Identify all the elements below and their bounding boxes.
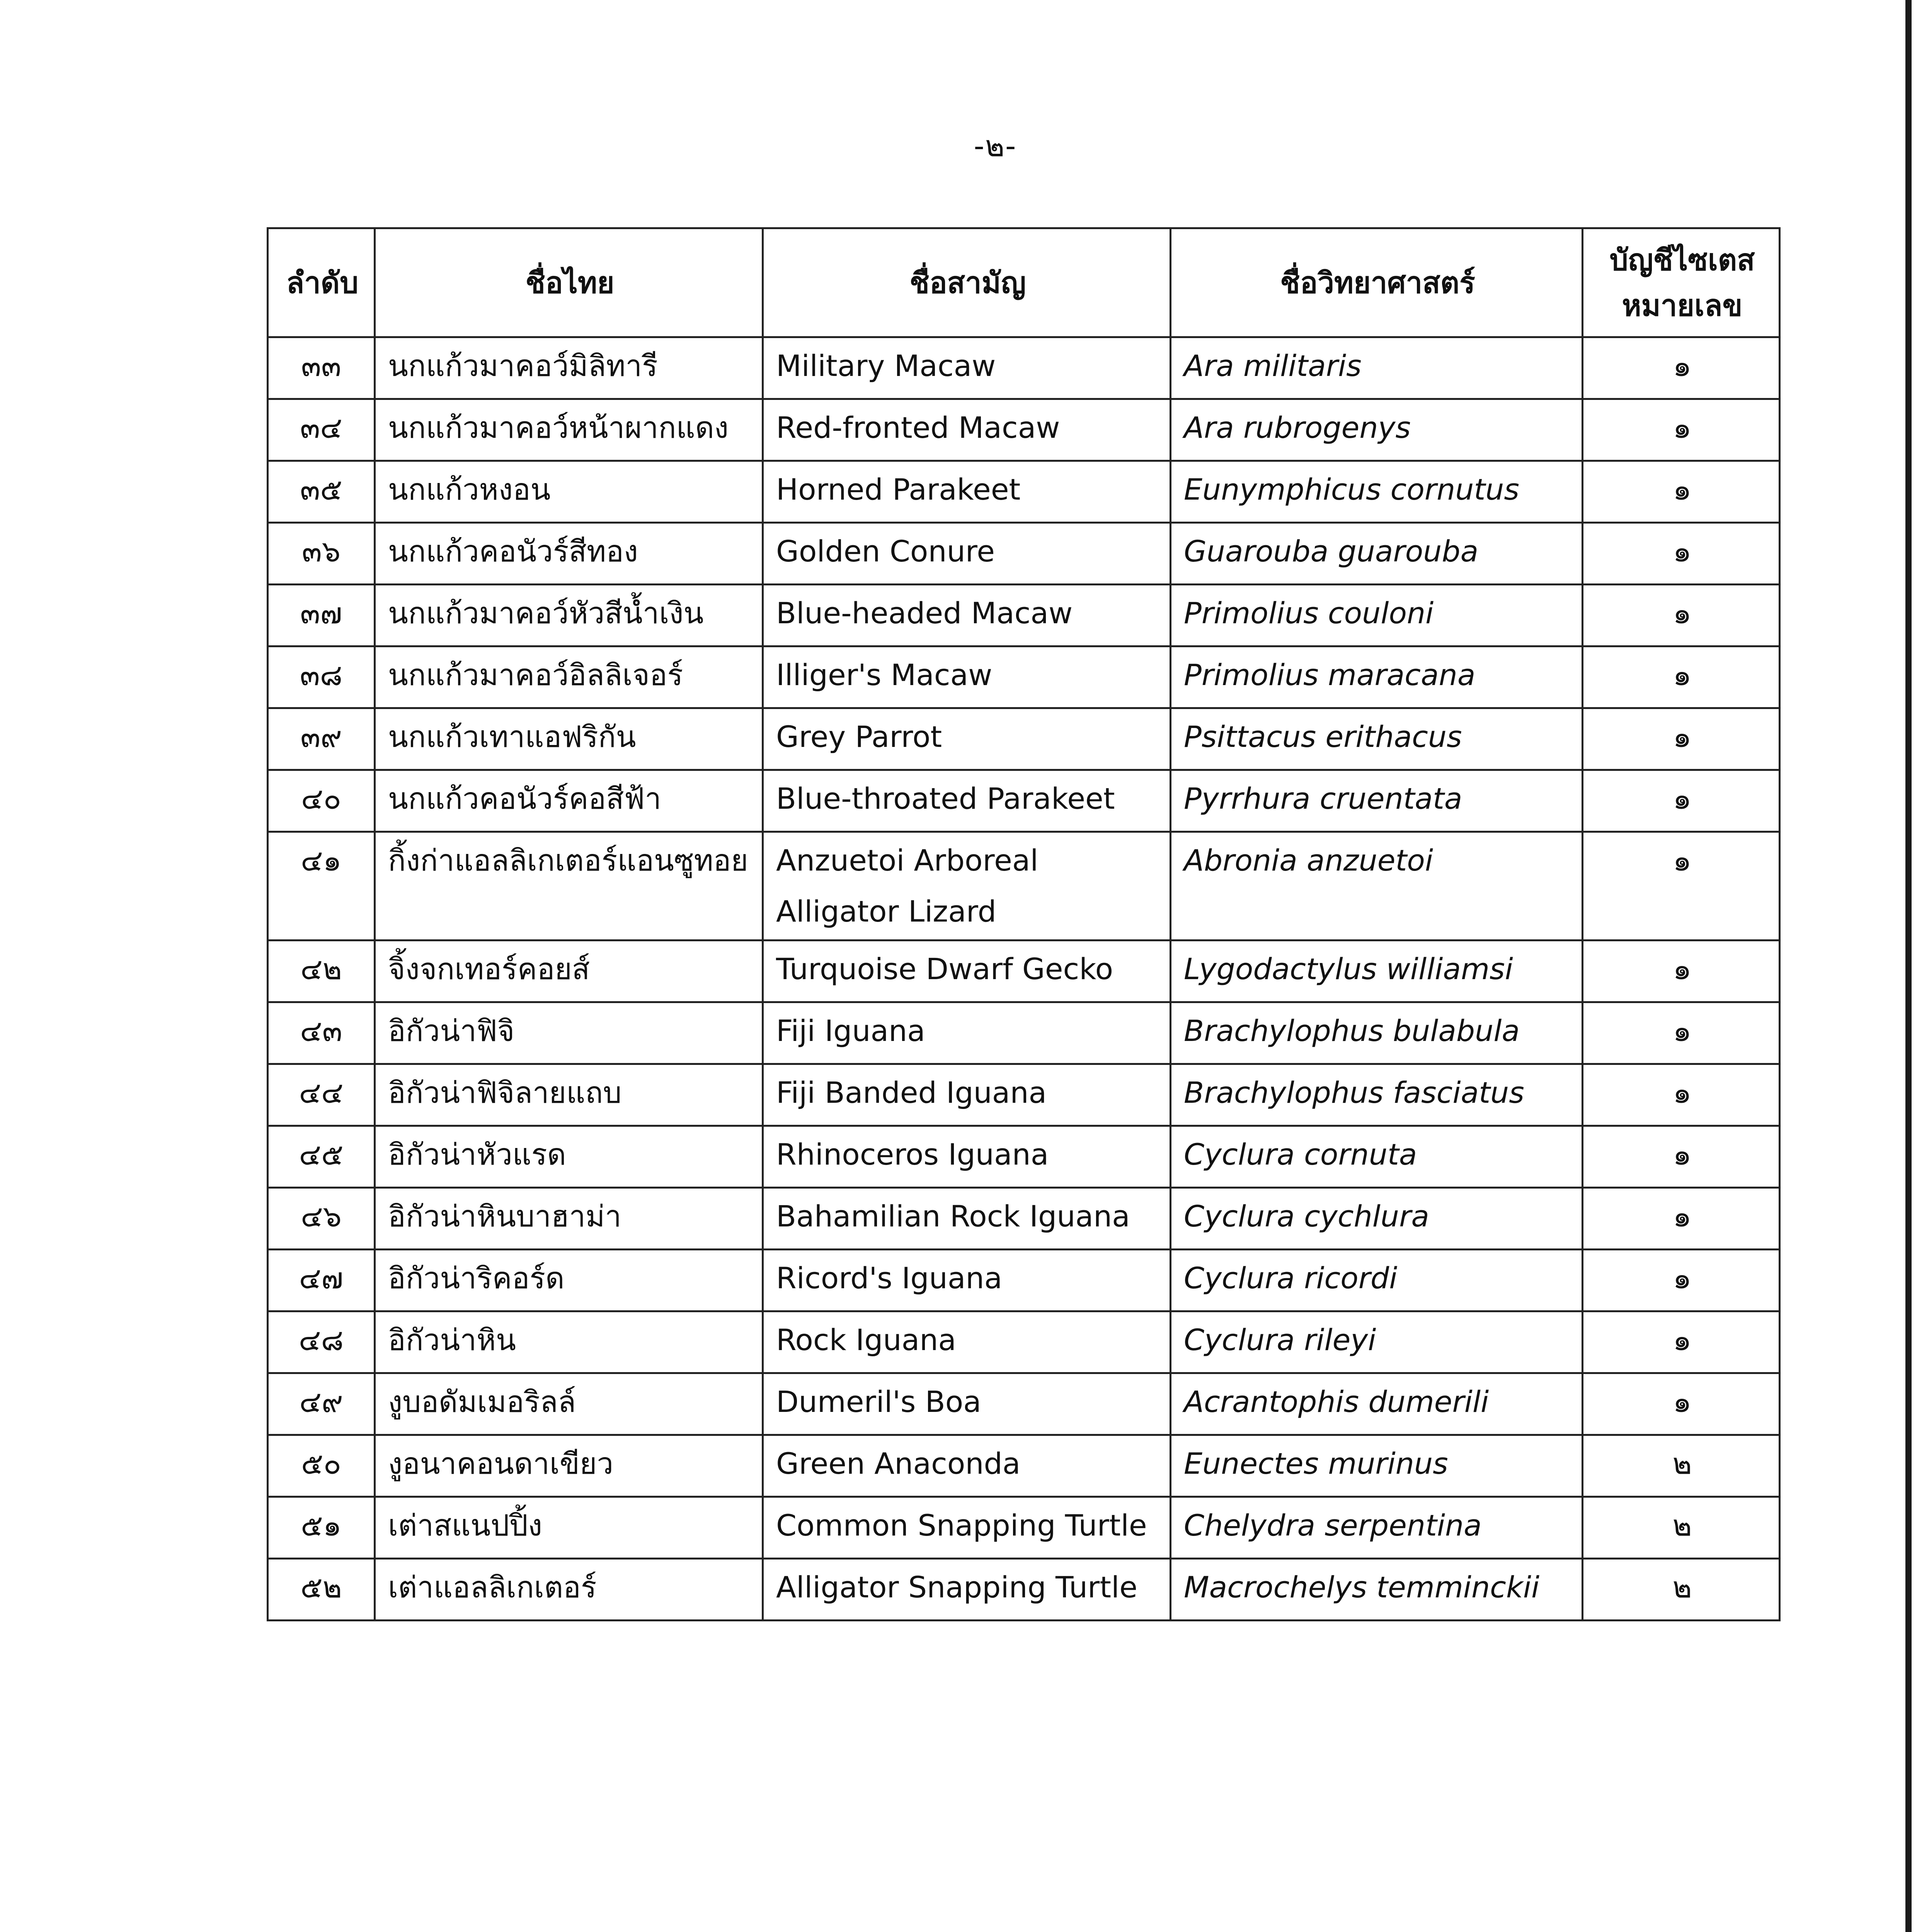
cell-no: ๔๙ bbox=[268, 1373, 375, 1435]
table-row bbox=[268, 399, 1780, 461]
cell-common-name: Red-fronted Macaw bbox=[763, 399, 1171, 461]
cell-no: ๓๘ bbox=[268, 646, 375, 708]
header-cites-appendix-line2: หมายเลข bbox=[1622, 288, 1743, 323]
table-row bbox=[268, 1064, 1780, 1126]
cell-cites-appendix: ๑ bbox=[1583, 1126, 1780, 1188]
cell-common-name: Bahamilian Rock Iguana bbox=[763, 1188, 1171, 1250]
species-table bbox=[267, 227, 1781, 1621]
cell-thai-name: นกแก้วมาคอว์อิลลิเจอร์ bbox=[375, 646, 763, 708]
scan-edge-shadow bbox=[1905, 0, 1912, 1932]
table-row bbox=[268, 1373, 1780, 1435]
cell-thai-name: นกแก้วมาคอว์หัวสีน้ำเงิน bbox=[375, 585, 763, 646]
table-header-row bbox=[268, 228, 1780, 337]
cell-cites-appendix: ๑ bbox=[1583, 1002, 1780, 1064]
table-row bbox=[268, 1250, 1780, 1311]
cell-no: ๔๗ bbox=[268, 1250, 375, 1311]
cell-thai-name: อิกัวน่าหินบาฮาม่า bbox=[375, 1188, 763, 1250]
table-row bbox=[268, 337, 1780, 399]
cell-cites-appendix: ๑ bbox=[1583, 1373, 1780, 1435]
cell-thai-name: นกแก้วหงอน bbox=[375, 461, 763, 523]
cell-no: ๔๔ bbox=[268, 1064, 375, 1126]
cell-thai-name: อิกัวน่าหัวแรด bbox=[375, 1126, 763, 1188]
cell-thai-name: งูบอดัมเมอริลล์ bbox=[375, 1373, 763, 1435]
cell-scientific-name: Pyrrhura cruentata bbox=[1171, 770, 1583, 832]
cell-scientific-name: Ara militaris bbox=[1171, 337, 1583, 399]
header-cites-appendix bbox=[1583, 228, 1780, 337]
cell-cites-appendix: ๑ bbox=[1583, 523, 1780, 585]
table-row bbox=[268, 1311, 1780, 1373]
table-row bbox=[268, 1188, 1780, 1250]
cell-scientific-name: Lygodactylus williamsi bbox=[1171, 940, 1583, 1002]
cell-cites-appendix: ๑ bbox=[1583, 399, 1780, 461]
cell-thai-name: นกแก้วเทาแอฟริกัน bbox=[375, 708, 763, 770]
cell-common-name: Blue-throated Parakeet bbox=[763, 770, 1171, 832]
cell-common-name: Anzuetoi Arboreal Alligator Lizard bbox=[763, 832, 1171, 940]
cell-thai-name: นกแก้วคอนัวร์สีทอง bbox=[375, 523, 763, 585]
cell-thai-name: อิกัวน่าฟิจิลายแถบ bbox=[375, 1064, 763, 1126]
cell-common-name: Dumeril's Boa bbox=[763, 1373, 1171, 1435]
cell-cites-appendix: ๒ bbox=[1583, 1497, 1780, 1559]
table-row bbox=[268, 1559, 1780, 1621]
cell-scientific-name: Brachylophus bulabula bbox=[1171, 1002, 1583, 1064]
table-row bbox=[268, 1435, 1780, 1497]
cell-cites-appendix: ๑ bbox=[1583, 940, 1780, 1002]
cell-cites-appendix: ๑ bbox=[1583, 832, 1780, 940]
table-row bbox=[268, 523, 1780, 585]
cell-thai-name: งูอนาคอนดาเขียว bbox=[375, 1435, 763, 1497]
cell-scientific-name: Psittacus erithacus bbox=[1171, 708, 1583, 770]
cell-no: ๕๒ bbox=[268, 1559, 375, 1621]
cell-thai-name: อิกัวน่าริคอร์ด bbox=[375, 1250, 763, 1311]
cell-scientific-name: Eunectes murinus bbox=[1171, 1435, 1583, 1497]
cell-scientific-name: Cyclura cychlura bbox=[1171, 1188, 1583, 1250]
cell-no: ๓๖ bbox=[268, 523, 375, 585]
cell-common-name: Ricord's Iguana bbox=[763, 1250, 1171, 1311]
table-row bbox=[268, 585, 1780, 646]
cell-no: ๔๖ bbox=[268, 1188, 375, 1250]
cell-no: ๓๓ bbox=[268, 337, 375, 399]
cell-thai-name: เต่าแอลลิเกเตอร์ bbox=[375, 1559, 763, 1621]
cell-common-name: Turquoise Dwarf Gecko bbox=[763, 940, 1171, 1002]
cell-scientific-name: Primolius maracana bbox=[1171, 646, 1583, 708]
cell-cites-appendix: ๑ bbox=[1583, 1250, 1780, 1311]
table-row bbox=[268, 770, 1780, 832]
cell-scientific-name: Primolius couloni bbox=[1171, 585, 1583, 646]
cell-thai-name: อิกัวน่าฟิจิ bbox=[375, 1002, 763, 1064]
cell-cites-appendix: ๑ bbox=[1583, 585, 1780, 646]
cell-no: ๔๒ bbox=[268, 940, 375, 1002]
cell-common-name: Grey Parrot bbox=[763, 708, 1171, 770]
cell-cites-appendix: ๑ bbox=[1583, 337, 1780, 399]
cell-cites-appendix: ๑ bbox=[1583, 1188, 1780, 1250]
header-common-name: ชื่อสามัญ bbox=[763, 228, 1171, 337]
cell-scientific-name: Abronia anzuetoi bbox=[1171, 832, 1583, 940]
cell-common-name: Green Anaconda bbox=[763, 1435, 1171, 1497]
cell-cites-appendix: ๑ bbox=[1583, 1311, 1780, 1373]
table-row bbox=[268, 1497, 1780, 1559]
cell-cites-appendix: ๑ bbox=[1583, 708, 1780, 770]
cell-scientific-name: Brachylophus fasciatus bbox=[1171, 1064, 1583, 1126]
header-cites-appendix-line1: บัญชีไซเตส bbox=[1609, 242, 1755, 277]
cell-scientific-name: Cyclura cornuta bbox=[1171, 1126, 1583, 1188]
cell-common-name: Horned Parakeet bbox=[763, 461, 1171, 523]
cell-no: ๔๕ bbox=[268, 1126, 375, 1188]
cell-common-name: Common Snapping Turtle bbox=[763, 1497, 1171, 1559]
cell-common-name: Blue-headed Macaw bbox=[763, 585, 1171, 646]
cell-no: ๔๑ bbox=[268, 832, 375, 940]
cell-scientific-name: Eunymphicus cornutus bbox=[1171, 461, 1583, 523]
cell-thai-name: นกแก้วคอนัวร์คอสีฟ้า bbox=[375, 770, 763, 832]
cell-scientific-name: Ara rubrogenys bbox=[1171, 399, 1583, 461]
cell-no: ๔๓ bbox=[268, 1002, 375, 1064]
cell-scientific-name: Macrochelys temminckii bbox=[1171, 1559, 1583, 1621]
table-row bbox=[268, 708, 1780, 770]
cell-thai-name: อิกัวน่าหิน bbox=[375, 1311, 763, 1373]
header-scientific-name: ชื่อวิทยาศาสตร์ bbox=[1171, 228, 1583, 337]
cell-scientific-name: Acrantophis dumerili bbox=[1171, 1373, 1583, 1435]
table-row bbox=[268, 940, 1780, 1002]
cell-common-name: Alligator Snapping Turtle bbox=[763, 1559, 1171, 1621]
cell-common-name: Golden Conure bbox=[763, 523, 1171, 585]
table-row bbox=[268, 1002, 1780, 1064]
cell-no: ๓๕ bbox=[268, 461, 375, 523]
cell-cites-appendix: ๒ bbox=[1583, 1559, 1780, 1621]
cell-common-name: Illiger's Macaw bbox=[763, 646, 1171, 708]
cell-no: ๕๑ bbox=[268, 1497, 375, 1559]
cell-cites-appendix: ๑ bbox=[1583, 1064, 1780, 1126]
header-no: ลำดับ bbox=[268, 228, 375, 337]
cell-thai-name: กิ้งก่าแอลลิเกเตอร์แอนซูทอย bbox=[375, 832, 763, 940]
cell-common-name: Fiji Banded Iguana bbox=[763, 1064, 1171, 1126]
cell-no: ๕๐ bbox=[268, 1435, 375, 1497]
cell-common-name: Military Macaw bbox=[763, 337, 1171, 399]
page-number: -๒- bbox=[974, 129, 1017, 163]
cell-no: ๓๙ bbox=[268, 708, 375, 770]
cell-no: ๔๐ bbox=[268, 770, 375, 832]
cell-scientific-name: Guarouba guarouba bbox=[1171, 523, 1583, 585]
cell-thai-name: นกแก้วมาคอว์มิลิทารี bbox=[375, 337, 763, 399]
cell-scientific-name: Cyclura ricordi bbox=[1171, 1250, 1583, 1311]
cell-no: ๔๘ bbox=[268, 1311, 375, 1373]
header-thai-name: ชื่อไทย bbox=[375, 228, 763, 337]
cell-common-name: Rhinoceros Iguana bbox=[763, 1126, 1171, 1188]
cell-cites-appendix: ๑ bbox=[1583, 646, 1780, 708]
cell-cites-appendix: ๑ bbox=[1583, 770, 1780, 832]
table-row bbox=[268, 832, 1780, 940]
table-row bbox=[268, 1126, 1780, 1188]
cell-common-name: Fiji Iguana bbox=[763, 1002, 1171, 1064]
cell-no: ๓๔ bbox=[268, 399, 375, 461]
cell-cites-appendix: ๒ bbox=[1583, 1435, 1780, 1497]
cell-no: ๓๗ bbox=[268, 585, 375, 646]
cell-thai-name: เต่าสแนปปิ้ง bbox=[375, 1497, 763, 1559]
cell-scientific-name: Cyclura rileyi bbox=[1171, 1311, 1583, 1373]
cell-common-name: Rock Iguana bbox=[763, 1311, 1171, 1373]
cell-scientific-name: Chelydra serpentina bbox=[1171, 1497, 1583, 1559]
cell-cites-appendix: ๑ bbox=[1583, 461, 1780, 523]
table-row bbox=[268, 461, 1780, 523]
cell-thai-name: จิ้งจกเทอร์คอยส์ bbox=[375, 940, 763, 1002]
table-row bbox=[268, 646, 1780, 708]
cell-thai-name: นกแก้วมาคอว์หน้าผากแดง bbox=[375, 399, 763, 461]
